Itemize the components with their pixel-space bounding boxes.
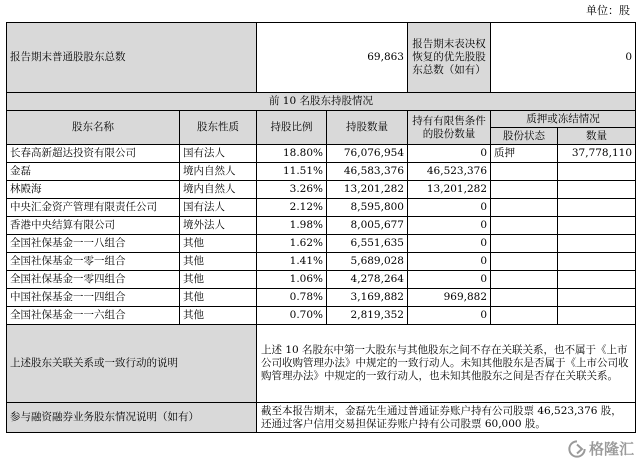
holding-ratio: 2.12% (257, 199, 327, 217)
pledge-quantity: 37,778,110 (558, 145, 636, 163)
pledge-quantity (558, 181, 636, 199)
watermark (568, 439, 634, 459)
shareholder-nature: 国有法人 (180, 145, 257, 163)
relation-note-text: 上述 10 名股东中第一大股东与其他股东之间不存在关联关系，也不属于《上市公司收购管理办法》中规定的一致行动人。未知其他股东是否属于《上市公司收购管理办法》中规定的一致行动人，也未知其他股东之间是否存在关联关系。 (257, 325, 636, 403)
holding-ratio: 3.26% (257, 181, 327, 199)
holding-quantity: 6,551,635 (327, 235, 408, 253)
header-pledge-qty: 数量 (558, 128, 636, 145)
summary-row (7, 23, 636, 93)
shareholder-nature: 其他 (180, 271, 257, 289)
table-row (7, 163, 636, 181)
shareholder-nature: 其他 (180, 307, 257, 325)
common-holders-value: 69,863 (257, 23, 408, 93)
holding-ratio: 0.70% (257, 307, 327, 325)
shareholder-name: 长春高新超达投资有限公司 (7, 145, 180, 163)
table-row (7, 217, 636, 235)
pref-holders-value: 0 (491, 23, 636, 93)
table-row (7, 307, 636, 325)
holding-ratio: 0.78% (257, 289, 327, 307)
header-quantity: 持股数量 (327, 111, 408, 145)
column-header-row (7, 111, 636, 128)
relation-note-label: 上述股东关联关系或一致行动的说明 (7, 325, 257, 403)
restricted-quantity: 0 (408, 253, 491, 271)
header-ratio: 持股比例 (257, 111, 327, 145)
pledge-quantity (558, 307, 636, 325)
section-title: 前 10 名股东持股情况 (7, 93, 636, 111)
unit-label: 单位：股 (586, 4, 630, 17)
shareholder-name: 金磊 (7, 163, 180, 181)
holding-quantity: 46,583,376 (327, 163, 408, 181)
restricted-quantity: 0 (408, 307, 491, 325)
shareholder-name: 全国社保基金一零一组合 (7, 253, 180, 271)
pledge-status: 质押 (491, 145, 558, 163)
holding-ratio: 11.51% (257, 163, 327, 181)
holding-quantity: 8,595,800 (327, 199, 408, 217)
header-pledge: 质押或冻结情况 (491, 111, 636, 128)
pledge-status (491, 163, 558, 181)
holding-ratio: 1.98% (257, 217, 327, 235)
shareholder-nature: 境外法人 (180, 217, 257, 235)
shareholder-name: 全国社保基金一一六组合 (7, 307, 180, 325)
pledge-quantity (558, 271, 636, 289)
gelonghui-logo-icon (568, 440, 586, 458)
restricted-quantity: 0 (408, 271, 491, 289)
header-name: 股东名称 (7, 111, 180, 145)
table-row (7, 181, 636, 199)
shareholder-nature: 其他 (180, 289, 257, 307)
shareholder-name: 林殿海 (7, 181, 180, 199)
shareholder-nature: 境内自然人 (180, 163, 257, 181)
header-restricted: 持有有限售条件的股份数量 (408, 111, 491, 145)
shareholder-table (6, 22, 636, 433)
restricted-quantity: 0 (408, 217, 491, 235)
shareholder-name: 全国社保基金一零四组合 (7, 271, 180, 289)
shareholder-name: 全国社保基金一一八组合 (7, 235, 180, 253)
pledge-quantity (558, 289, 636, 307)
holding-ratio: 1.62% (257, 235, 327, 253)
table-row (7, 271, 636, 289)
restricted-quantity: 13,201,282 (408, 181, 491, 199)
shareholder-name: 中央汇金资产管理有限责任公司 (7, 199, 180, 217)
pledge-quantity (558, 217, 636, 235)
pref-holders-label: 报告期末表决权恢复的优先股股东总数（如有） (408, 23, 491, 93)
pledge-status (491, 235, 558, 253)
header-nature: 股东性质 (180, 111, 257, 145)
pledge-status (491, 199, 558, 217)
holding-ratio: 1.41% (257, 253, 327, 271)
section-title-row (7, 93, 636, 111)
holding-quantity: 8,005,677 (327, 217, 408, 235)
holding-quantity: 5,689,028 (327, 253, 408, 271)
restricted-quantity: 969,882 (408, 289, 491, 307)
table-row (7, 235, 636, 253)
restricted-quantity: 0 (408, 145, 491, 163)
margin-note-text: 截至本报告期末，金磊先生通过普通证券账户持有公司股票 46,523,376 股，还通过客户信用交易担保证券账户持有公司股票 60,000 股。 (257, 403, 636, 433)
holding-quantity: 3,169,882 (327, 289, 408, 307)
holding-ratio: 18.80% (257, 145, 327, 163)
shareholder-name: 中国社保基金一一四组合 (7, 289, 180, 307)
pledge-quantity (558, 163, 636, 181)
margin-note-label: 参与融资融券业务股东情况说明（如有） (7, 403, 257, 433)
pledge-status (491, 271, 558, 289)
restricted-quantity: 0 (408, 199, 491, 217)
pledge-status (491, 289, 558, 307)
restricted-quantity: 0 (408, 235, 491, 253)
pledge-status (491, 307, 558, 325)
pledge-status (491, 217, 558, 235)
shareholder-name: 香港中央结算有限公司 (7, 217, 180, 235)
pledge-quantity (558, 253, 636, 271)
restricted-quantity: 46,523,376 (408, 163, 491, 181)
table-row (7, 289, 636, 307)
shareholder-nature: 国有法人 (180, 199, 257, 217)
pledge-status (491, 181, 558, 199)
holding-quantity: 2,819,352 (327, 307, 408, 325)
table-row (7, 253, 636, 271)
shareholder-nature: 其他 (180, 235, 257, 253)
holding-quantity: 4,278,264 (327, 271, 408, 289)
table-row (7, 199, 636, 217)
watermark-text: 格隆汇 (588, 440, 634, 458)
header-pledge-status: 股份状态 (491, 128, 558, 145)
shareholder-nature: 其他 (180, 253, 257, 271)
holding-ratio: 1.06% (257, 271, 327, 289)
pledge-quantity (558, 199, 636, 217)
holding-quantity: 13,201,282 (327, 181, 408, 199)
table-row (7, 145, 636, 163)
pledge-status (491, 253, 558, 271)
relation-note-row (7, 325, 636, 403)
pledge-quantity (558, 235, 636, 253)
common-holders-label: 报告期末普通股股东总数 (7, 23, 257, 93)
shareholder-nature: 境内自然人 (180, 181, 257, 199)
holding-quantity: 76,076,954 (327, 145, 408, 163)
margin-note-row (7, 403, 636, 433)
